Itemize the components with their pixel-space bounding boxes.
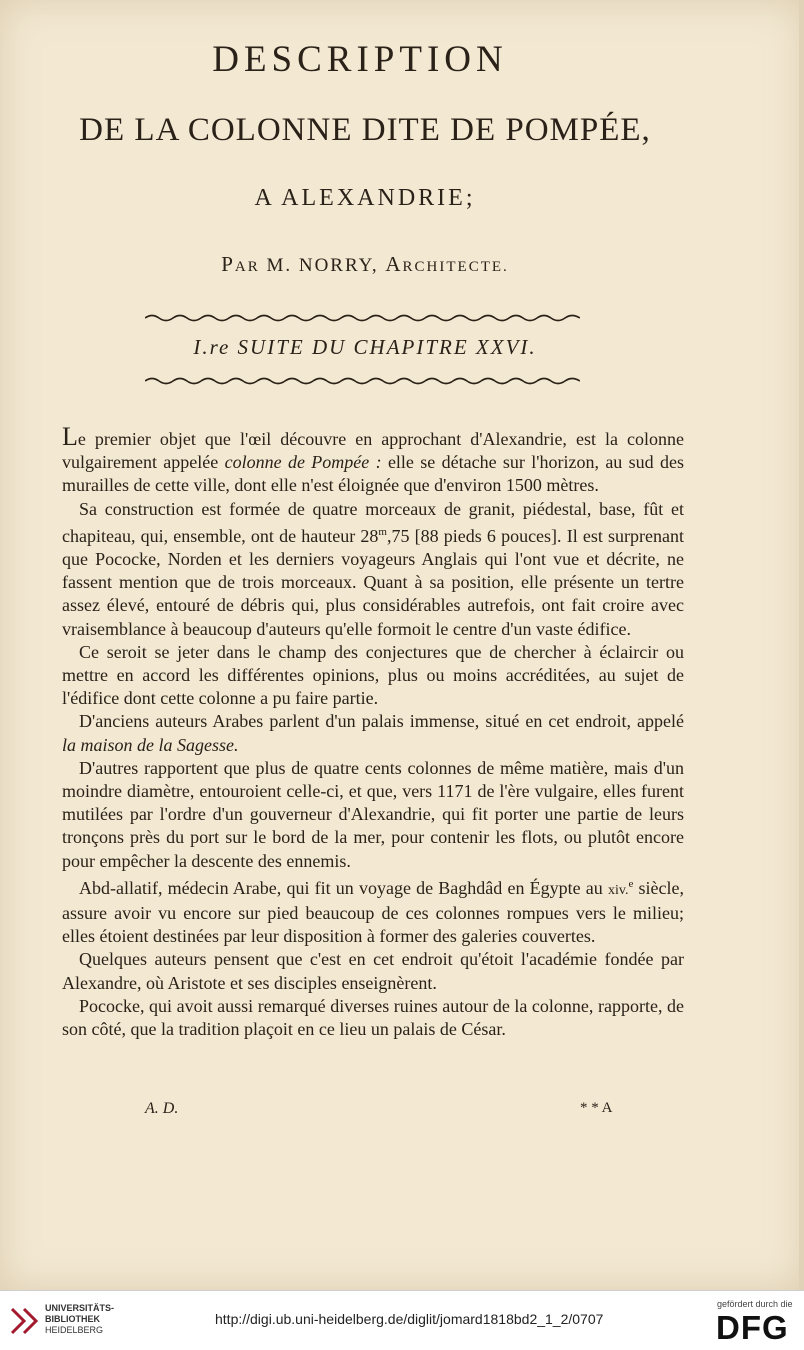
library-line-1: UNIVERSITÄTS- xyxy=(45,1303,115,1313)
paragraph-4-italic: la maison de la Sagesse. xyxy=(62,734,239,755)
role-initial: A xyxy=(385,252,403,276)
paragraph-6-text: Abd-allatif, médecin Arabe, qui fit un voyage de Baghdâd en Égypte au xyxy=(79,877,603,898)
paragraph-6 xyxy=(62,873,684,949)
role-rest: RCHITECTE. xyxy=(402,259,509,275)
paragraph-2-sup: m xyxy=(378,525,387,538)
sponsor-label: gefördert durch die xyxy=(717,1299,793,1309)
paragraph-7: Quelques auteurs pensent que c'est en cet endroit qu'étoit l'académie fondée par Alexandre, où Aristote et ses disciples enseignèrent. xyxy=(62,949,684,993)
paragraph-1-text-end: elle se détache sur l'horizon, au sud des murailles de cette ville, dont elle n'est éloignée que d'environ 1500 mètres. xyxy=(62,452,684,496)
library-logo-icon[interactable] xyxy=(9,1305,39,1337)
viewer-bar xyxy=(0,1290,804,1350)
ornament-rule-bottom xyxy=(145,376,580,386)
body-text xyxy=(62,422,685,1041)
paragraph-2 xyxy=(62,498,684,641)
footer-signature: A. D. xyxy=(145,1100,179,1117)
paragraph-8: Pococke, qui avoit aussi remarqué diverses ruines autour de la colonne, rapporte, de son côté, que la tradition plaçoit en ce lieu un palais de César. xyxy=(62,995,684,1040)
title-alexandrie: A ALEXANDRIE; xyxy=(254,185,476,211)
paragraph-1-text: e premier objet que l'œil découvre en approchant d'Alexandrie, est la colonne vulgairement appelée xyxy=(62,429,684,473)
paragraph-1-italic: colonne de Pompée : xyxy=(224,452,382,473)
paragraph-6-century: xiv. xyxy=(607,882,629,898)
author-name: M. NORRY, xyxy=(266,255,379,276)
permalink-url[interactable]: http://digi.ub.uni-heidelberg.de/diglit/jomard1818bd2_1_2/0707 xyxy=(215,1311,604,1327)
title-description: DESCRIPTION xyxy=(212,39,508,80)
library-line-3: HEIDELBERG xyxy=(45,1325,104,1335)
dfg-logo[interactable]: DFG xyxy=(716,1309,789,1346)
paragraph-5: D'autres rapportent que plus de quatre cents colonnes de même matière, mais d'un moindre diamètre, entouroient celle-ci, et que, vers 1171 de l'ère vulgaire, elles furent mutilées par l'ordre d'un gouverneur d'Alexandrie, qui fit porter une partie de leurs tronçons près du port sur le bord de la mer, pour contenir les flots, ou plutôt encore pour empêcher la descente des ennemis. xyxy=(62,757,684,871)
par-initial: P xyxy=(221,252,235,276)
paragraph-1 xyxy=(62,422,684,498)
ornament-rule-top xyxy=(145,313,580,323)
title-colonne: DE LA COLONNE DITE DE POMPÉE, xyxy=(79,112,651,148)
footer-catchword: * * A xyxy=(580,1100,613,1116)
par-rest: AR xyxy=(234,259,260,275)
chapter-heading: I.re SUITE DU CHAPITRE XXVI. xyxy=(193,335,537,359)
library-name[interactable] xyxy=(45,1303,114,1336)
paragraph-4 xyxy=(62,710,684,756)
library-line-2: BIBLIOTHEK xyxy=(45,1314,100,1324)
paragraph-6-text-end: siècle, assure avoir vu encore sur pied beaucoup de ces colonnes rompues vers le milieu; elles étoient destinées par leur disposition à former des galeries couvertes. xyxy=(62,877,685,947)
drop-cap: L xyxy=(62,422,78,451)
author-line xyxy=(0,252,730,277)
paragraph-3: Ce seroit se jeter dans le champ des conjectures que de chercher à éclaircir ou mettre en accord les différentes opinions, plus ou moins accréditées, au sujet de l'édifice dont cette colonne a pu faire partie. xyxy=(62,641,684,709)
page-edge xyxy=(799,0,804,1290)
paragraph-4-text: D'anciens auteurs Arabes parlent d'un palais immense, situé en cet endroit, appelé xyxy=(79,711,684,732)
paragraph-6-sup: e xyxy=(628,877,634,890)
paragraph-2-text-end: ,75 [88 pieds 6 pouces]. Il est surprenant que Pococke, Norden et les derniers voyageurs Anglais qui l'ont vue et décrite, ne fassent mention que de trois morceaux. Quant à sa position, elle présente un tertre assez élevé, entouré de débris qui, plus considérables autrefois, ont fait croire avec vraisemblance à beaucoup d'auteurs qu'elle formoit le centre d'un vaste édifice. xyxy=(62,525,684,639)
paragraph-2-text: Sa construction est formée de quatre morceaux de granit, piédestal, base, fût et chapiteau, qui, ensemble, ont de hauteur 28 xyxy=(62,498,684,546)
